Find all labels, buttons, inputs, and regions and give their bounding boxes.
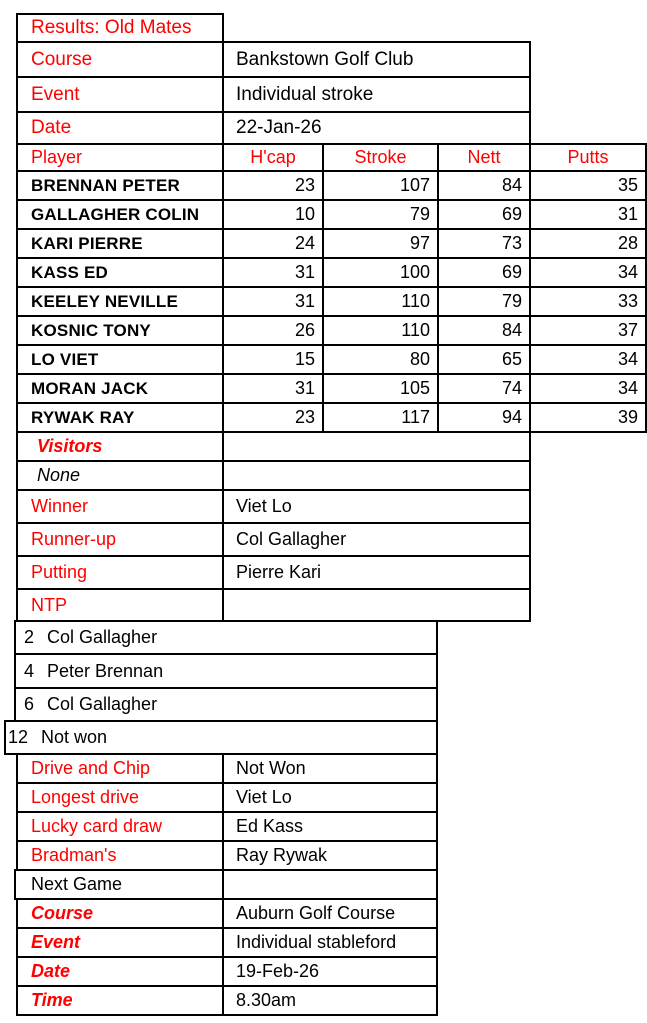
player-nett: 84: [437, 170, 531, 201]
results-title: Results: Old Mates: [16, 13, 224, 43]
runnerup-label: Runner-up: [16, 522, 224, 557]
player-stroke: 117: [322, 402, 439, 433]
player-stroke: 107: [322, 170, 439, 201]
player-row: [16, 286, 647, 317]
visitors-none-value-empty: [222, 460, 531, 491]
ntp-hole-row: [14, 620, 438, 655]
player-name: LO VIET: [16, 344, 224, 375]
visitors-row: [16, 431, 531, 462]
players-header-hcap: H'cap: [222, 143, 324, 172]
award-value: Viet Lo: [222, 782, 438, 813]
players-header-putts: Putts: [529, 143, 647, 172]
winner-value: Viet Lo: [222, 489, 531, 524]
player-stroke: 110: [322, 286, 439, 317]
event-label: Event: [16, 76, 224, 113]
player-row: [16, 228, 647, 259]
award-value: Ray Rywak: [222, 840, 438, 871]
player-stroke: 97: [322, 228, 439, 259]
ntp-hole-cell: [14, 620, 438, 655]
award-value: Not Won: [222, 753, 438, 784]
player-row: [16, 315, 647, 346]
player-row: [16, 257, 647, 288]
player-name: RYWAK RAY: [16, 402, 224, 433]
player-hcap: 15: [222, 344, 324, 375]
course-row: [16, 41, 531, 78]
player-nett: 84: [437, 315, 531, 346]
next-game-event-value: Individual stableford: [222, 927, 438, 958]
next-game-course-value: Auburn Golf Course: [222, 898, 438, 929]
event-value: Individual stroke: [222, 76, 531, 113]
player-name: KEELEY NEVILLE: [16, 286, 224, 317]
player-hcap: 31: [222, 286, 324, 317]
player-row: [16, 344, 647, 375]
title-row: [16, 13, 224, 43]
winner-row: [16, 489, 531, 524]
ntp-hole-winner: Peter Brennan: [47, 660, 164, 681]
ntp-hole-number: 12: [7, 727, 28, 747]
visitors-label: Visitors: [16, 431, 224, 462]
putting-label: Putting: [16, 555, 224, 590]
ntp-hole-row: [14, 687, 438, 722]
player-stroke: 100: [322, 257, 439, 288]
player-nett: 69: [437, 199, 531, 230]
award-row: [16, 840, 438, 871]
player-row: [16, 373, 647, 404]
player-stroke: 79: [322, 199, 439, 230]
course-label: Course: [16, 41, 224, 78]
next-game-course-row: [16, 898, 438, 929]
ntp-value-empty: [222, 588, 531, 622]
player-name: MORAN JACK: [16, 373, 224, 404]
ntp-hole-winner: Col Gallagher: [47, 694, 158, 714]
putting-row: [16, 555, 531, 590]
date-value: 22-Jan-26: [222, 111, 531, 145]
runnerup-row: [16, 522, 531, 557]
player-name: BRENNAN PETER: [16, 170, 224, 201]
player-putts: 35: [529, 170, 647, 201]
player-name: GALLAGHER COLIN: [16, 199, 224, 230]
player-hcap: 31: [222, 257, 324, 288]
award-row: [16, 782, 438, 813]
player-nett: 94: [437, 402, 531, 433]
award-label: Lucky card draw: [16, 811, 224, 842]
ntp-hole-number: 6: [23, 694, 34, 714]
runnerup-value: Col Gallagher: [222, 522, 531, 557]
next-game-time-row: [16, 985, 438, 1016]
ntp-label: NTP: [16, 588, 224, 622]
players-header-player: Player: [16, 143, 224, 172]
player-putts: 34: [529, 344, 647, 375]
visitors-none: None: [16, 460, 224, 491]
player-hcap: 23: [222, 402, 324, 433]
player-row: [16, 402, 647, 433]
ntp-hole-cell: [14, 653, 438, 689]
next-game-event-row: [16, 927, 438, 958]
player-putts: 34: [529, 373, 647, 404]
player-name: KASS ED: [16, 257, 224, 288]
player-stroke: 110: [322, 315, 439, 346]
players-header-row: [16, 143, 647, 172]
ntp-row: [16, 588, 531, 622]
player-stroke: 80: [322, 344, 439, 375]
player-putts: 34: [529, 257, 647, 288]
player-nett: 69: [437, 257, 531, 288]
player-nett: 73: [437, 228, 531, 259]
next-game-date-row: [16, 956, 438, 987]
ntp-hole-number: 4: [23, 660, 34, 681]
player-hcap: 23: [222, 170, 324, 201]
next-game-time-value: 8.30am: [222, 985, 438, 1016]
player-hcap: 26: [222, 315, 324, 346]
visitors-none-row: [16, 460, 531, 491]
player-name: KOSNIC TONY: [16, 315, 224, 346]
player-row: [16, 199, 647, 230]
player-row: [16, 170, 647, 201]
next-game-event-label: Event: [16, 927, 224, 958]
player-nett: 65: [437, 344, 531, 375]
award-row: [16, 753, 438, 784]
player-nett: 79: [437, 286, 531, 317]
player-putts: 37: [529, 315, 647, 346]
award-row: [16, 811, 438, 842]
players-header-stroke: Stroke: [322, 143, 439, 172]
next-game-header-value-empty: [222, 869, 438, 900]
player-name: KARI PIERRE: [16, 228, 224, 259]
next-game-course-label: Course: [16, 898, 224, 929]
course-value: Bankstown Golf Club: [222, 41, 531, 78]
player-hcap: 10: [222, 199, 324, 230]
player-nett: 74: [437, 373, 531, 404]
players-header-nett: Nett: [437, 143, 531, 172]
next-game-date-value: 19-Feb-26: [222, 956, 438, 987]
event-row: [16, 76, 531, 113]
ntp-hole-cell: [14, 687, 438, 722]
next-game-header: Next Game: [14, 869, 224, 900]
visitors-value-empty: [222, 431, 531, 462]
award-label: Bradman's: [16, 840, 224, 871]
next-game-time-label: Time: [16, 985, 224, 1016]
award-label: Longest drive: [16, 782, 224, 813]
putting-value: Pierre Kari: [222, 555, 531, 590]
player-stroke: 105: [322, 373, 439, 404]
ntp-hole-winner: Col Gallagher: [47, 627, 158, 647]
player-hcap: 31: [222, 373, 324, 404]
ntp-hole-cell: [4, 720, 438, 755]
player-hcap: 24: [222, 228, 324, 259]
player-putts: 33: [529, 286, 647, 317]
award-label: Drive and Chip: [16, 753, 224, 784]
ntp-hole-row: [4, 720, 438, 755]
player-putts: 31: [529, 199, 647, 230]
date-row: [16, 111, 531, 145]
ntp-hole-winner: Not won: [41, 727, 108, 747]
winner-label: Winner: [16, 489, 224, 524]
ntp-hole-number: 2: [23, 627, 34, 647]
next-game-date-label: Date: [16, 956, 224, 987]
award-value: Ed Kass: [222, 811, 438, 842]
ntp-hole-row: [14, 653, 438, 689]
player-putts: 28: [529, 228, 647, 259]
date-label: Date: [16, 111, 224, 145]
player-putts: 39: [529, 402, 647, 433]
next-game-header-row: [14, 869, 438, 900]
